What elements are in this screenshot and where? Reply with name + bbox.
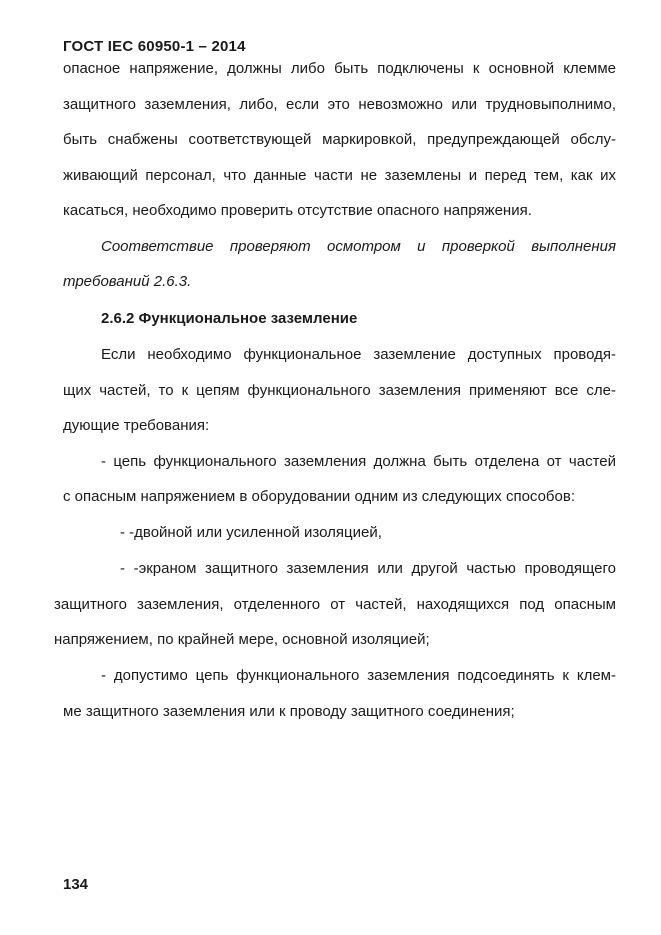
sublist-item-line: - -экраном защитного заземления или другой частью проводящего [120, 560, 616, 577]
section-heading: 2.6.2 Функциональное заземление [101, 310, 358, 327]
list-item-line: ме защитного заземления или к проводу защитного соединения; [63, 703, 515, 720]
body-text-line: касаться, необходимо проверить отсутствие опасного напряжения. [63, 202, 532, 219]
body-text-line: Если необходимо функциональное заземление доступных проводя- [101, 346, 616, 363]
body-text-line: щих частей, то к цепям функционального заземления применяют все сле- [63, 382, 616, 399]
list-item-line: - цепь функционального заземления должна быть отделена от частей [101, 453, 616, 470]
compliance-note-line: требований 2.6.3. [63, 273, 192, 290]
body-text-line: быть снабжены соответствующей маркировкой, предупреждающей обслу- [63, 131, 616, 148]
page-number: 134 [63, 876, 89, 893]
body-text-line: опасное напряжение, должны либо быть подключены к основной клемме [63, 60, 616, 77]
compliance-note-line: Соответствие проверяют осмотром и проверкой выполнения [101, 238, 616, 255]
list-item-line: - допустимо цепь функционального заземления подсоединять к клем- [101, 667, 616, 684]
sublist-item-line: - -двойной или усиленной изоляцией, [120, 524, 382, 541]
list-item-line: с опасным напряжением в оборудовании одним из следующих способов: [63, 488, 575, 505]
body-text-line: защитного заземления, либо, если это невозможно или трудновыполнимо, [63, 96, 616, 113]
body-text-line: дующие требования: [63, 417, 210, 434]
sublist-item-line: напряжением, по крайней мере, основной изоляцией; [54, 631, 430, 648]
sublist-item-line: защитного заземления, отделенного от частей, находящихся под опасным [54, 596, 616, 613]
document-header: ГОСТ IEC 60950-1 – 2014 [63, 38, 246, 55]
body-text-line: живающий персонал, что данные части не заземлены и перед тем, как их [63, 167, 616, 184]
